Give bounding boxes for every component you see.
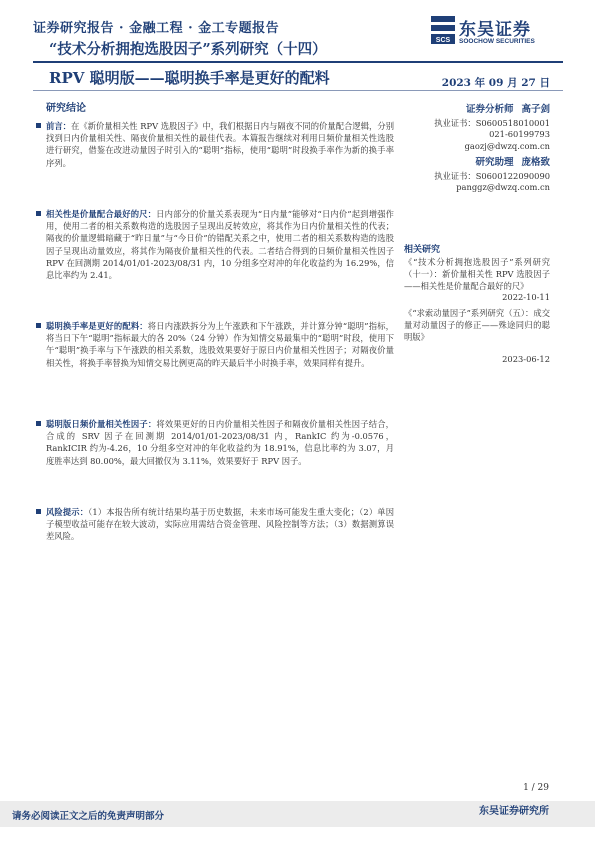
para-intro (46, 120, 394, 169)
para-heading: 聪明换手率是更好的配料： (46, 321, 148, 331)
assistant-name: 庞格致 (521, 157, 550, 168)
logo-mark-text: SCS (435, 37, 451, 44)
related-item-date: 2023-06-12 (502, 354, 550, 364)
disclaimer-note: 请务必阅读正文之后的免责声明部分 (12, 811, 165, 822)
para-smart-turnover (46, 320, 394, 369)
related-research-title: 相关研究 (404, 245, 441, 255)
assistant-block (434, 157, 550, 194)
logo-mark-icon (431, 16, 455, 44)
company-name: 东吴证券研究所 (479, 806, 549, 817)
para-heading: 风险提示： (46, 507, 89, 517)
para-text: 在《新价量相关性 RPV 选股因子》中，我们根据日内与隔夜不同的价量配合逻辑，分别找到日内价量相关性、隔夜价量相关性的最佳代表。本篇报告继续对利用日频价量相关性选股进行研究，借鉴在改进动量因子时引入的“聪明”指标，使用“聪明”时段换手率作为新的换手率序列。 (46, 121, 394, 168)
analyst-role: 证券分析师 (466, 104, 514, 115)
page-number: 1 / 29 (523, 783, 549, 793)
bullet-icon (36, 509, 41, 514)
para-text: 将日内涨跌拆分为上午涨跌和下午涨跌，并计算分钟“聪明”指标，将当日下午“聪明”指标最大的各 20%（24 分钟）作为知情交易最集中的“聪明”时段，使用下午“聪明”换手率与下午涨跌的相关系数，选股效果要好于原日内价量相关性因子；对隔夜价量相关性，将换手率替换为知情交易比例更高的昨天最后半小时换手率，效果同样有提升。 (46, 321, 394, 368)
para-smart-factor (46, 418, 394, 467)
para-text: （1）本报告所有统计结果均基于历史数据，未来市场可能发生重大变化；（2）单因子模型收益可能存在较大波动，实际应用需结合资金管理、风险控制等方法；（3）数据测算误差风险。 (46, 507, 394, 542)
para-text: 将效果更好的日内价量相关性因子和隔夜价量相关性因子结合，合成的 SRV 因子在回测期 2014/01/01-2023/08/31 内，RankIC 约为-0.0576，RankICIR 约为-4.26，10 分组多空对冲的年化收益约为 18.91%，信息比率约为 3.07，月度胜率达到 80.00%，最大回撤仅为 3.11%，效果要好于 RPV 因子。 (46, 419, 394, 466)
para-correlation (46, 208, 394, 281)
series-title: “技术分析拥抱选股因子”系列研究（十四） (49, 41, 327, 58)
title-divider (33, 90, 563, 91)
doc-date: 2023 年 09 月 27 日 (441, 77, 550, 89)
assistant-email[interactable]: panggz@dwzq.com.cn (456, 182, 550, 192)
assistant-cert: 执业证书：S0600122090090 (434, 170, 550, 181)
doc-title: RPV 聪明版——聪明换手率是更好的配料 (49, 69, 330, 87)
bullet-icon (36, 323, 41, 328)
analyst-phone: 021-60199793 (489, 129, 550, 139)
analyst-name: 高子剑 (521, 104, 550, 115)
bullet-icon (36, 123, 41, 128)
para-risk (46, 506, 394, 543)
analyst-block (434, 104, 550, 152)
analyst-cert: 执业证书：S0600518010001 (434, 117, 550, 128)
series-label: 证券研究报告 · 金融工程 · 金工专题报告 (33, 21, 280, 36)
para-heading: 聪明版日频价量相关性因子： (46, 419, 157, 429)
bullet-icon (36, 211, 41, 216)
logo-text-cn: 东吴证券 (459, 20, 531, 40)
para-heading: 相关性是价量配合最好的尺： (46, 209, 157, 219)
para-text: 日内部分的价量关系表现为“日内量”能够对“日内价”起到增强作用，使用二者的相关系数构造的选股因子呈现出反转效应，将其作为日内价量相关性的代表；隔夜的价量逻辑暗藏于“昨日量”与“今日价”的错配关系之中，使用二者的相关系数构造的选股因子呈现出动量效应，将其作为隔夜价量相关性的代表。二者结合得到的日频价量相关性因子 RPV 在回测期 2014/01/01-2023/08/31 内，10 分组多空对冲的年化收益约为 16.29%，信息比率约为 2.41。 (46, 209, 394, 281)
assistant-role: 研究助理 (475, 157, 514, 168)
header-divider (33, 61, 563, 63)
related-item-date: 2022-10-11 (502, 292, 550, 302)
related-item[interactable]: 《“技术分析拥抱选股因子”系列研究（十一）：新价量相关性 RPV 选股因子——相关性是价量配合最好的尺》 (404, 257, 550, 292)
analyst-email[interactable]: gaozj@dwzq.com.cn (464, 140, 550, 151)
para-heading: 前言： (46, 121, 71, 131)
logo-text-en: SOOCHOW SECURITIES (459, 38, 535, 45)
section-title: 研究结论 (46, 103, 86, 114)
bullet-icon (36, 421, 41, 426)
related-item[interactable]: 《“求索动量因子”系列研究（五）：成交量对动量因子的修正——殊途同归的聪明版》 (404, 308, 550, 343)
company-logo (431, 14, 561, 50)
